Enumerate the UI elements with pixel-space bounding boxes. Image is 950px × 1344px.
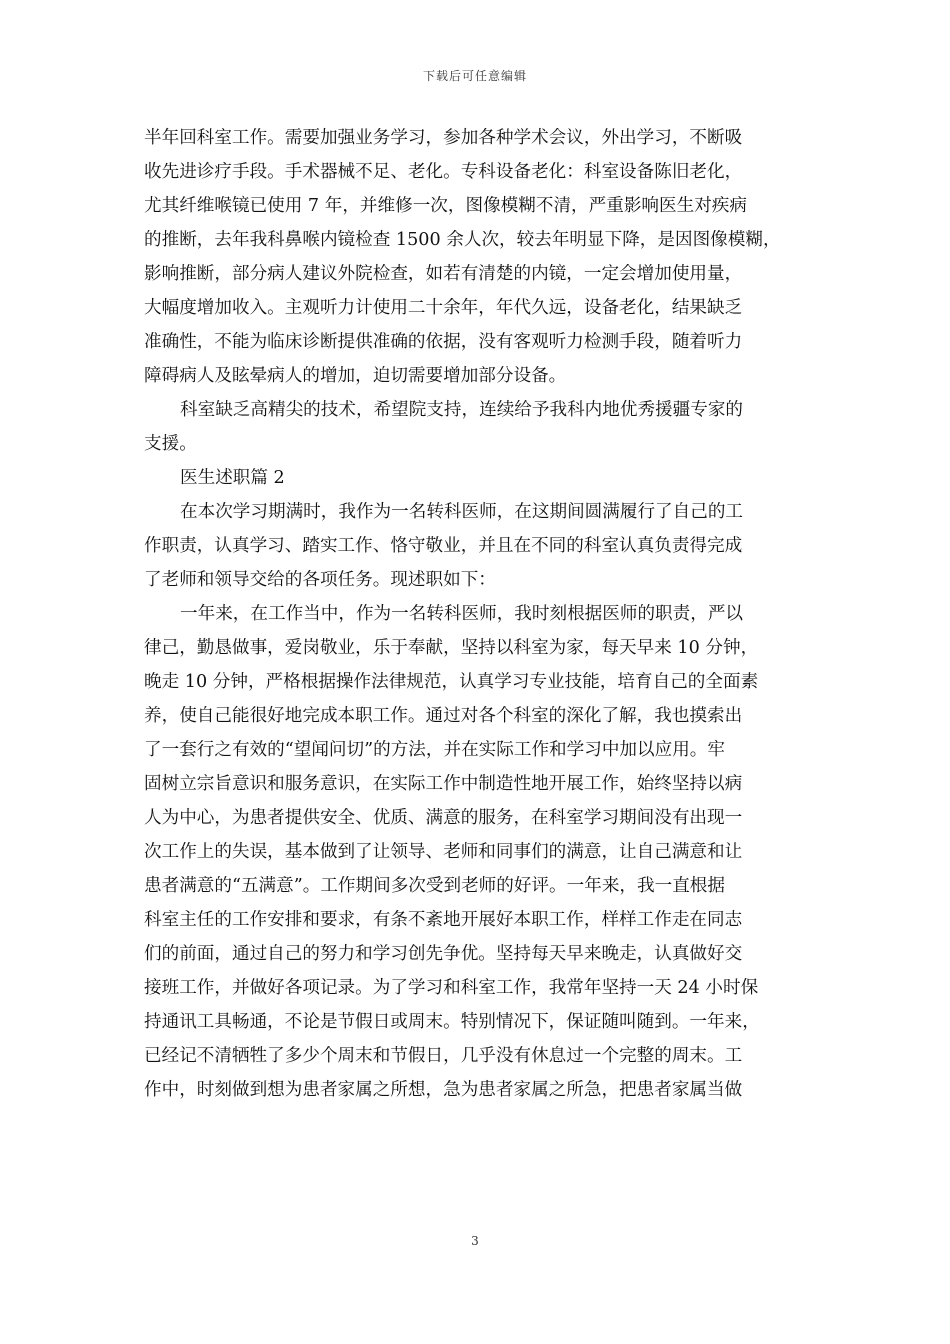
text-line: 在本次学习期满时，我作为一名转科医师，在这期间圆满履行了自己的工 [180,502,744,522]
text-line: 准确性，不能为临床诊断提供准确的依据，没有客观听力检测手段，随着听力 [144,332,743,352]
text-line: 持通讯工具畅通，不论是节假日或周末。特别情况下，保证随叫随到。一年来， [144,1012,760,1032]
text-line: 了老师和领导交给的各项任务。现述职如下： [144,570,496,590]
text-line: 一年来，在工作当中，作为一名转科医师，我时刻根据医师的职责，严以 [180,604,744,624]
text-line: 科室主任的工作安排和要求，有条不紊地开展好本职工作，样样工作走在同志 [144,910,743,930]
page-number: 3 [471,1234,479,1248]
text-line: 们的前面，通过自己的努力和学习创先争优。坚持每天早来晚走，认真做好交 [144,944,743,964]
text-line: 作中，时刻做到想为患者家属之所想，急为患者家属之所急，把患者家属当做 [144,1080,743,1100]
text-line: 作职责，认真学习、踏实工作、恪守敬业，并且在不同的科室认真负责得完成 [144,536,743,556]
text-line: 养，使自己能很好地完成本职工作。通过对各个科室的深化了解，我也摸索出 [144,706,743,726]
text-line: 晚走 10 分钟，严格根据操作法律规范，认真学习专业技能，培育自己的全面素 [144,672,759,692]
text-line: 已经记不清牺牲了多少个周末和节假日，几乎没有休息过一个完整的周末。工 [144,1046,743,1066]
text-line: 律己，勤恳做事，爱岗敬业，乐于奉献，坚持以科室为家，每天早来 10 分钟， [144,638,759,658]
text-line: 次工作上的失误，基本做到了让领导、老师和同事们的满意，让自己满意和让 [144,842,743,862]
text-line: 支援。 [144,434,197,454]
text-line: 半年回科室工作。需要加强业务学习，参加各种学术会议，外出学习，不断吸 [144,128,743,148]
text-line: 障碍病人及眩晕病人的增加，迫切需要增加部分设备。 [144,366,567,386]
text-line: 了一套行之有效的“望闻问切”的方法，并在实际工作和学习中加以应用。牢 [144,740,725,760]
text-line: 科室缺乏高精尖的技术，希望院支持，连续给予我科内地优秀援疆专家的 [180,400,744,420]
document-body [144,121,808,1107]
text-line: 尤其纤维喉镜已使用 7 年，并维修一次，图像模糊不清，严重影响医生对疾病 [144,196,747,216]
text-line: 的推断，去年我科鼻喉内镜检查 1500 余人次，较去年明显下降，是因图像模糊， [144,230,781,250]
text-line: 患者满意的“五满意”。工作期间多次受到老师的好评。一年来，我一直根据 [144,876,725,896]
text-line: 固树立宗旨意识和服务意识，在实际工作中制造性地开展工作，始终坚持以病 [144,774,743,794]
page-header: 下载后可任意编辑 [422,69,527,83]
text-line: 医生述职篇 2 [180,468,285,488]
text-line: 收先进诊疗手段。手术器械不足、老化。专科设备老化：科室设备陈旧老化， [144,162,743,182]
text-line: 人为中心，为患者提供安全、优质、满意的服务，在科室学习期间没有出现一 [144,808,743,828]
text-line: 影响推断，部分病人建议外院检查，如若有清楚的内镜，一定会增加使用量， [144,264,743,284]
text-line: 接班工作，并做好各项记录。为了学习和科室工作，我常年坚持一天 24 小时保 [144,978,759,998]
text-line: 大幅度增加收入。主观听力计使用二十余年，年代久远，设备老化，结果缺乏 [144,298,743,318]
